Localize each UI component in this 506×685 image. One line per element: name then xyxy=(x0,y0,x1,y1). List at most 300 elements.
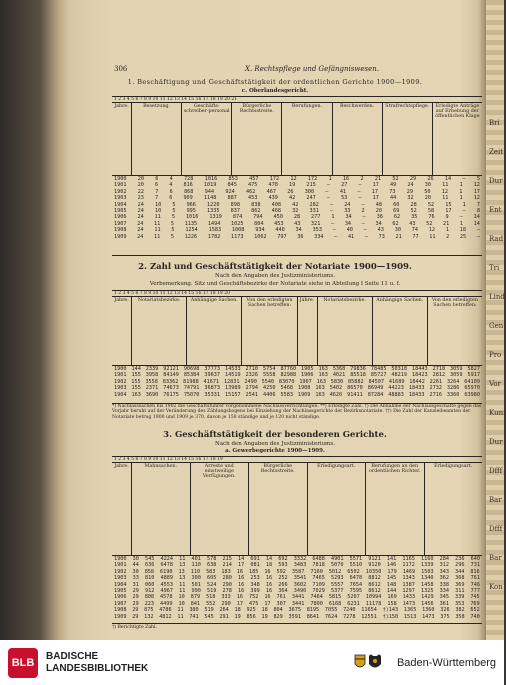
library-name-line1: BADISCHE xyxy=(46,650,99,662)
table-cell: 11 xyxy=(154,233,161,240)
table-cell: 3059 xyxy=(450,366,463,372)
table-cell: 21 xyxy=(443,220,450,227)
table-cell: 3591 xyxy=(288,613,301,620)
table-cell: 76 xyxy=(428,214,435,221)
table-cell: 1254 xyxy=(185,227,198,234)
table-cell: 9120 xyxy=(368,562,381,569)
table-cell: 29 xyxy=(132,613,139,620)
next-page-edge xyxy=(486,0,504,640)
table-cell: 990 xyxy=(191,587,201,594)
table-cell: 552 xyxy=(206,600,216,607)
table-cell: 311 xyxy=(455,587,465,594)
table-cell: 17 xyxy=(238,562,245,569)
table-cell: 829 xyxy=(273,613,283,620)
table-cell: 777 xyxy=(470,587,480,594)
table-cell: 1513 xyxy=(403,613,417,620)
table-cell: 1902 xyxy=(114,188,127,195)
table-cell: 16 xyxy=(236,594,243,601)
table-cell: 3675 xyxy=(288,607,301,614)
table-cell: 7 xyxy=(476,201,480,208)
table-cell: 9 xyxy=(445,214,449,221)
table-cell: 6168 xyxy=(328,600,342,607)
table-cell: 16 xyxy=(236,568,243,575)
table-cell: 83362 xyxy=(162,378,179,385)
table-cell: 74791 xyxy=(183,385,200,392)
table-cell: 1905 xyxy=(114,207,127,214)
table-cell: 17 xyxy=(372,195,379,202)
table-cell: 5917 xyxy=(467,372,480,379)
table-cell: 16 xyxy=(238,587,245,594)
table-cell: 1782 xyxy=(207,233,221,240)
table-cell: 6 xyxy=(155,176,159,182)
facing-page-fragment: Bri xyxy=(489,119,500,127)
table-cell: 468 xyxy=(271,207,281,214)
table-cell: 163 xyxy=(318,366,328,372)
table-cell: 5815 xyxy=(328,594,342,601)
table-cell: 30 xyxy=(394,227,401,234)
table-cell: 163 xyxy=(131,391,141,398)
table-row xyxy=(112,392,482,398)
table-cell: 358 xyxy=(455,613,465,620)
table-cell: 13989 xyxy=(224,385,241,392)
table-cell: 7240 xyxy=(343,607,356,614)
table-cell: 215 xyxy=(306,182,316,189)
table-cell: 1908 xyxy=(114,607,127,614)
table-cell: 6 xyxy=(154,182,159,189)
table-cell: 163 xyxy=(316,378,326,385)
table-cell: 361 xyxy=(439,600,449,607)
table-cell: 11 xyxy=(442,182,449,189)
table-cell: 43 xyxy=(409,220,416,227)
table-cell: 11 xyxy=(179,587,186,594)
table-cell: 5012 xyxy=(328,568,342,575)
table-cell: 8612 xyxy=(368,587,381,594)
table-cell: 5 xyxy=(170,220,175,227)
table-cell: 1019 xyxy=(203,182,217,189)
table-cell: 731 xyxy=(470,562,480,569)
table-cell: 163 xyxy=(315,391,325,398)
table-cell: 334 xyxy=(314,233,324,240)
table-cell: 86949 xyxy=(367,385,384,392)
table-cell: 4620 xyxy=(329,391,343,398)
table-cell: 50 xyxy=(424,188,431,195)
table-cell: 24 xyxy=(407,182,414,189)
table-cell: 144 xyxy=(386,587,397,594)
table-cell: 155 xyxy=(131,378,141,385)
table-cell: 1319 xyxy=(209,214,222,221)
table-cell: 4553 xyxy=(160,581,173,588)
table-cell: 380 xyxy=(189,607,199,614)
table-cell: 2339 xyxy=(145,366,159,372)
table-cell: 4499 xyxy=(160,600,173,607)
table-cell: 7595 xyxy=(349,587,363,594)
table-cell: 11 xyxy=(177,613,184,620)
table-cell: 1172 xyxy=(402,562,415,569)
table-cell: 69 xyxy=(393,207,400,214)
table-cell: 146 xyxy=(386,562,397,569)
table-cell: 692 xyxy=(278,556,288,562)
table-cell: 4224 xyxy=(160,556,173,562)
table-cell: 5557 xyxy=(331,581,344,588)
table-cell: 11654 xyxy=(361,607,377,614)
table-cell: †)143 xyxy=(382,607,399,614)
section2-header-cell: Notariatsbezirke. xyxy=(132,297,187,365)
page-number: 306 xyxy=(114,65,128,73)
table-cell: 52 xyxy=(426,220,433,227)
table-cell: 3441 xyxy=(291,594,305,601)
table-cell: 172 xyxy=(269,176,280,182)
table-cell: 3602 xyxy=(293,581,307,588)
table-cell: 24 xyxy=(137,220,144,227)
facing-page-fragment: Kunf xyxy=(489,409,506,417)
table-cell: 52 xyxy=(410,207,417,214)
table-cell: 5368 xyxy=(332,366,346,372)
table-cell: 1473 xyxy=(402,600,416,607)
table-cell: 5 xyxy=(171,227,175,234)
table-cell: 545 xyxy=(145,556,155,562)
table-cell: 761 xyxy=(470,575,480,582)
table-cell: 53 xyxy=(341,195,348,202)
table-cell: 1494 xyxy=(207,220,221,227)
table-cell: 10 xyxy=(178,600,185,607)
table-cell: 1901 xyxy=(114,372,127,379)
table-cell: 63980 xyxy=(464,391,480,398)
section1-header-cell: Geschäfts-schreiber-personal xyxy=(182,103,232,175)
table-cell: 215 xyxy=(222,556,232,562)
table-cell: 74 xyxy=(411,227,418,234)
table-cell: 87284 xyxy=(367,391,384,398)
section2-header-cell: Anhängige Sachen. xyxy=(373,297,428,365)
table-cell: 18433 xyxy=(408,385,425,392)
table-cell: 11 xyxy=(177,607,184,614)
table-cell: 995 xyxy=(186,207,196,214)
table-cell: 172 xyxy=(307,176,318,182)
table-cell: — xyxy=(363,227,367,234)
table-cell: 1016 xyxy=(204,176,218,182)
section2-header-cell: Von den erledigten Sachen betreffen: xyxy=(431,298,478,308)
table-cell: — xyxy=(329,201,334,208)
table-cell: 24 xyxy=(137,233,144,240)
table-cell: 24 xyxy=(137,214,144,221)
table-cell: 34 xyxy=(295,227,302,234)
table-cell: 11178 xyxy=(365,600,382,607)
table-cell: 640 xyxy=(470,556,480,562)
table-cell: 462 xyxy=(245,188,256,195)
table-cell: 44223 xyxy=(388,385,404,392)
table-cell: 19 xyxy=(288,182,296,189)
table-cell: 1473 xyxy=(422,613,435,620)
table-cell: 362 xyxy=(439,575,449,582)
facing-page-fragment: Zeit xyxy=(489,148,504,156)
table-cell: 83070 xyxy=(278,378,295,385)
table-cell: 2718 xyxy=(432,366,446,372)
table-cell: 291 xyxy=(219,613,229,620)
table-cell: 2261 xyxy=(429,378,443,385)
table-cell: 60 xyxy=(393,201,400,208)
table-cell: 9121 xyxy=(368,556,381,562)
table-cell: 26 xyxy=(287,188,294,195)
section1-header-cell: Strafrechtspflege. xyxy=(383,103,433,175)
table-cell: 1901 xyxy=(114,182,127,189)
table-cell: 13 xyxy=(178,568,185,575)
table-cell: 18433 xyxy=(408,391,425,398)
table-cell: 62 xyxy=(393,214,401,221)
library-name xyxy=(46,651,148,675)
table-cell: 14 xyxy=(473,220,480,227)
table-cell: 76175 xyxy=(163,391,179,398)
table-cell: 158 xyxy=(387,600,397,607)
footer-bar xyxy=(0,640,504,685)
table-cell: 29 xyxy=(132,587,139,594)
table-cell: — xyxy=(462,176,466,182)
table-cell: — xyxy=(325,188,329,195)
table-cell: 73 xyxy=(378,233,385,240)
table-cell: 1902 xyxy=(114,568,127,575)
table-cell: 3558 xyxy=(145,378,158,385)
table-cell: 5830 xyxy=(330,378,344,385)
table-cell: 13 xyxy=(179,562,186,569)
table-cell: 33 xyxy=(132,575,139,582)
table-cell: 944 xyxy=(204,188,215,195)
table-cell: 333 xyxy=(221,594,231,601)
table-cell: 85727 xyxy=(370,372,387,379)
facing-page-fragment: Dfff xyxy=(489,467,503,475)
section3-table xyxy=(112,456,482,624)
table-cell: 30 xyxy=(132,568,139,575)
table-cell: 545 xyxy=(204,613,214,620)
table-cell: 26 xyxy=(427,176,434,182)
table-cell: 35331 xyxy=(204,391,221,398)
table-row xyxy=(112,614,482,620)
table-cell: 475 xyxy=(248,600,259,607)
table-cell: 145 xyxy=(386,575,397,582)
table-cell: 3441 xyxy=(291,600,305,607)
table-cell: 7464 xyxy=(310,594,323,601)
table-cell: 19 xyxy=(261,613,268,620)
section1-header-cell: Erledigte Anträge auf Erhebung der öffentlichen Klage xyxy=(435,104,480,119)
table-cell: 7800 xyxy=(310,600,323,607)
table-cell: 375 xyxy=(440,613,450,620)
section2-column-numbers: 1 2 3 4 5 6 7 8 9 10 11 12 13 14 15 16 17 18 19 20 xyxy=(112,291,482,297)
table-cell: 277 xyxy=(311,214,321,221)
table-cell: 14 xyxy=(473,214,480,221)
section1-header-cell: Bürgerliche Rechtsstreite. xyxy=(232,103,282,175)
section2-rows xyxy=(112,366,482,398)
section2-subtitle: Nach den Angaben des Justizministeriums. xyxy=(215,273,335,279)
table-cell: 179 xyxy=(387,568,397,575)
table-cell: 20 xyxy=(375,207,383,214)
table-cell: 1905 xyxy=(301,366,314,372)
table-cell: 1900 xyxy=(114,556,127,562)
table-cell: 48219 xyxy=(391,372,408,379)
table-cell: 583 xyxy=(206,568,216,575)
blb-logo: BLB xyxy=(8,648,38,678)
section1-rows xyxy=(112,176,482,240)
table-cell: 862 xyxy=(251,207,261,214)
section3-header-cell: Bürgerliche Rechtsstreite. xyxy=(249,463,308,555)
table-cell: 7055 xyxy=(324,607,338,614)
table-cell: 475 xyxy=(248,182,258,189)
library-branding xyxy=(0,648,148,678)
table-cell: 518 xyxy=(206,594,216,601)
table-cell: 6488 xyxy=(312,556,325,562)
section1-subtitle: c. Oberlandesgericht. xyxy=(241,88,309,94)
table-cell: 155 xyxy=(131,385,141,392)
table-cell: 85882 xyxy=(348,378,364,385)
table-cell: 636 xyxy=(145,562,155,569)
table-cell: 1908 xyxy=(297,385,311,392)
table-cell: — xyxy=(331,220,335,227)
table-cell: 1900 xyxy=(114,176,127,182)
table-cell: — xyxy=(358,182,362,189)
table-cell: 84507 xyxy=(368,378,385,385)
table-cell: 25 xyxy=(459,233,467,240)
table-cell: 3286 xyxy=(446,385,460,392)
table-cell: 148 xyxy=(386,581,397,588)
table-cell: 14 xyxy=(444,176,452,182)
table-cell: 450 xyxy=(273,214,283,221)
table-cell: 12 xyxy=(441,188,449,195)
table-cell: 41671 xyxy=(203,378,220,385)
table-cell: — xyxy=(329,207,334,214)
table-cell: 1025 xyxy=(230,220,244,227)
section2-header-cell: Jahre. xyxy=(298,297,318,365)
table-cell: 5 xyxy=(172,201,176,208)
section3-subsubtitle: a. Gewerbegerichte 1900—1909. xyxy=(225,448,325,454)
table-cell: 797 xyxy=(277,233,287,240)
section1-header-cell: Berufungen. xyxy=(282,103,332,175)
table-cell: 39637 xyxy=(204,372,221,379)
table-cell: 36 xyxy=(297,233,304,240)
table-cell: 253 xyxy=(250,575,260,582)
section3-footnote: †) Berichtigte Zahl. xyxy=(112,625,157,630)
table-cell: 1902 xyxy=(114,378,127,385)
table-cell: 16 xyxy=(265,575,273,582)
table-cell: 13 xyxy=(179,575,186,582)
table-cell: 3490 xyxy=(293,587,307,594)
table-cell: 62 xyxy=(392,220,399,227)
table-cell: 1165 xyxy=(402,556,415,562)
table-cell: 282 xyxy=(309,201,319,208)
facing-page-fragment: Vor xyxy=(489,380,501,388)
facing-page-fragment: Bar xyxy=(489,554,502,562)
table-cell: 1343 xyxy=(402,575,415,582)
region-branding xyxy=(351,652,496,674)
table-cell: 20 xyxy=(424,195,431,202)
section2-header-cell: Anhängige Sachen. xyxy=(187,297,242,365)
table-cell: 2326 xyxy=(245,372,259,379)
table-cell: 4578 xyxy=(160,594,173,601)
table-cell: — xyxy=(476,227,480,234)
table-cell: 1906 xyxy=(301,372,314,379)
table-cell: 804 xyxy=(273,607,283,614)
table-cell: 16 xyxy=(342,176,350,182)
library-name-line2: LANDESBIBLIOTHEK xyxy=(46,662,149,674)
table-cell: 20 xyxy=(137,176,145,182)
table-cell: 78485 xyxy=(370,366,387,372)
table-cell: 18443 xyxy=(412,366,428,372)
table-cell: 7278 xyxy=(343,613,356,620)
table-cell: 34 xyxy=(375,220,382,227)
table-cell: 17 xyxy=(445,207,452,214)
table-cell: 1 xyxy=(459,220,464,227)
table-cell: 23 xyxy=(137,195,144,202)
table-cell: 15 xyxy=(445,201,452,208)
table-cell: 1503 xyxy=(421,568,434,575)
table-cell: 5540 xyxy=(261,378,275,385)
table-cell: 312 xyxy=(439,562,449,569)
table-cell: 6502 xyxy=(347,568,360,575)
table-cell: 82988 xyxy=(280,372,297,379)
table-cell: — xyxy=(462,207,466,214)
table-cell: 3332 xyxy=(293,556,307,562)
table-cell: 30 xyxy=(132,556,139,562)
table-cell: 24 xyxy=(137,201,144,208)
table-cell: 1335 xyxy=(207,207,220,214)
table-cell: 2371 xyxy=(145,385,159,392)
section1-column-numbers: 1 2 3 4 5 6 7 8 9 10 11 12 13 14 15 16 17 18 19 20 21 xyxy=(112,97,482,103)
table-cell: 4812 xyxy=(159,613,172,620)
table-cell: 65970 xyxy=(464,385,480,392)
table-cell: 85384 xyxy=(183,372,200,379)
table-cell: 18 xyxy=(265,562,273,569)
table-cell: 4406 xyxy=(263,391,276,398)
table-cell: 453 xyxy=(248,195,258,202)
table-cell: 875 xyxy=(144,607,154,614)
table-cell: 36873 xyxy=(204,385,221,392)
table-cell: 478 xyxy=(268,182,278,189)
section3-header-cell: Erledigungsart. xyxy=(434,464,473,469)
table-cell: 5207 xyxy=(347,594,360,601)
table-cell: 74673 xyxy=(163,385,179,392)
table-cell: 467 xyxy=(266,188,276,195)
table-cell: 6 xyxy=(169,195,173,202)
table-cell: 92121 xyxy=(163,366,179,372)
table-cell: 1016 xyxy=(185,214,199,221)
table-cell: 1148 xyxy=(203,195,217,202)
table-cell: 339 xyxy=(454,594,465,601)
table-cell: 1325 xyxy=(421,587,434,594)
table-cell: 2490 xyxy=(244,378,257,385)
table-cell: 1220 xyxy=(207,201,220,208)
table-cell: 769 xyxy=(470,600,480,607)
table-cell: 2716 xyxy=(429,391,442,398)
table-cell: 12 xyxy=(290,176,297,182)
table-cell: — xyxy=(326,182,330,189)
table-cell: 1583 xyxy=(208,227,222,234)
table-cell: 44 xyxy=(132,562,139,569)
table-cell: 1 xyxy=(331,214,335,221)
table-cell: 14519 xyxy=(224,372,241,379)
table-cell: 132 xyxy=(144,613,154,620)
table-cell: 7109 xyxy=(312,581,325,588)
table-cell: 307 xyxy=(276,600,286,607)
table-cell: 364 xyxy=(278,587,288,594)
facing-page-fragment: Rad xyxy=(489,235,504,243)
section2-header-cell: Jahre. xyxy=(112,297,132,365)
table-cell: 453 xyxy=(274,220,284,227)
table-cell: 7029 xyxy=(312,587,325,594)
table-cell: 924 xyxy=(225,188,235,195)
table-cell: 90698 xyxy=(183,366,200,372)
table-cell: 41689 xyxy=(388,378,405,385)
table-cell: 353 xyxy=(454,600,465,607)
table-cell: 266 xyxy=(278,581,288,588)
table-cell: 909 xyxy=(183,195,193,202)
table-cell: 369 xyxy=(455,581,465,588)
table-cell: 5377 xyxy=(331,587,344,594)
table-cell: 50318 xyxy=(391,366,408,372)
